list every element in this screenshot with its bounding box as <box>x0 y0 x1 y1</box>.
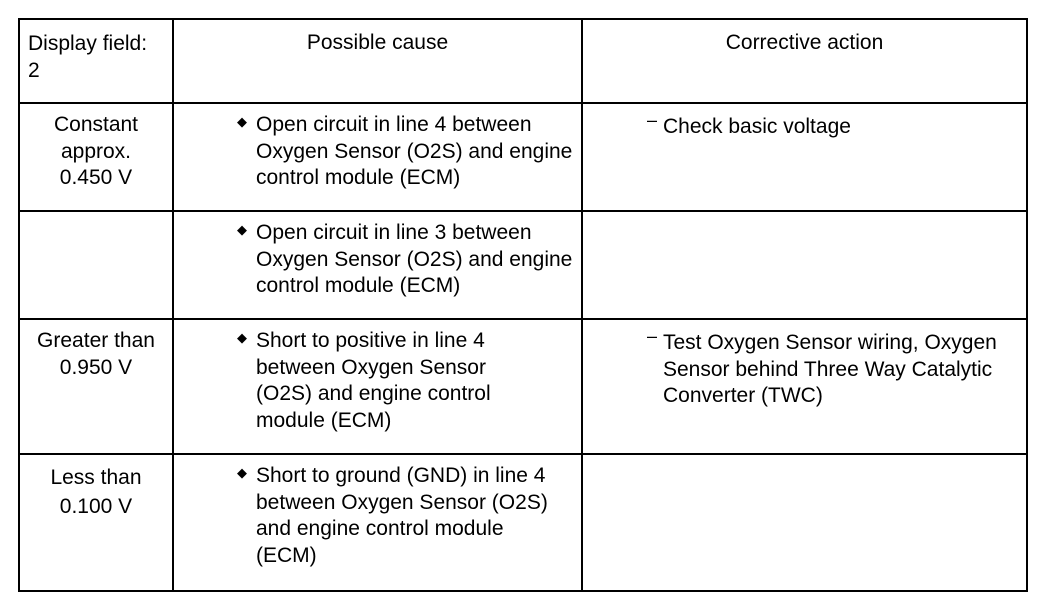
cause-cell <box>173 454 582 591</box>
condition-cell: Constant approx. 0.450 V <box>19 103 173 211</box>
diamond-bullet-icon: ◆ <box>237 114 247 129</box>
table-row <box>19 454 1027 591</box>
table-row <box>19 103 1027 211</box>
cause-text: Open circuit in line 4 between Oxygen Sensor (O2S) and engine control module (ECM) <box>256 113 573 189</box>
cause-cell <box>173 211 582 319</box>
header-display-field: Display field: 2 <box>19 19 173 103</box>
cause-text: Short to ground (GND) in line 4 between Oxygen Sensor (O2S) and engine control module (ECM) <box>256 464 548 567</box>
action-text: Check basic voltage <box>663 115 851 138</box>
action-cell <box>582 319 1027 454</box>
diagnostic-table-container <box>18 18 1026 567</box>
cause-cell <box>173 319 582 454</box>
cause-cell <box>173 103 582 211</box>
diamond-bullet-icon: ◆ <box>237 330 247 345</box>
table-row <box>19 211 1027 319</box>
cause-text: Open circuit in line 3 between Oxygen Sensor (O2S) and engine control module (ECM) <box>256 221 573 297</box>
header-corrective-action: Corrective action <box>582 19 1027 103</box>
table-row <box>19 319 1027 454</box>
dash-icon: – <box>647 110 658 130</box>
action-text: Test Oxygen Sensor wiring, Oxygen Sensor behind Three Way Catalytic Converter (TWC) <box>663 331 997 407</box>
action-cell <box>582 103 1027 211</box>
diagnostic-table <box>18 18 1028 592</box>
condition-cell: Less than 0.100 V <box>19 454 173 591</box>
condition-cell: Greater than 0.950 V <box>19 319 173 454</box>
action-cell <box>582 211 1027 319</box>
header-row <box>19 19 1027 103</box>
action-cell <box>582 454 1027 591</box>
diamond-bullet-icon: ◆ <box>237 222 247 237</box>
dash-icon: – <box>647 326 658 346</box>
header-possible-cause: Possible cause <box>173 19 582 103</box>
condition-cell <box>19 211 173 319</box>
cause-text: Short to positive in line 4 between Oxygen Sensor (O2S) and engine control module (ECM) <box>256 329 491 432</box>
diamond-bullet-icon: ◆ <box>237 465 247 480</box>
